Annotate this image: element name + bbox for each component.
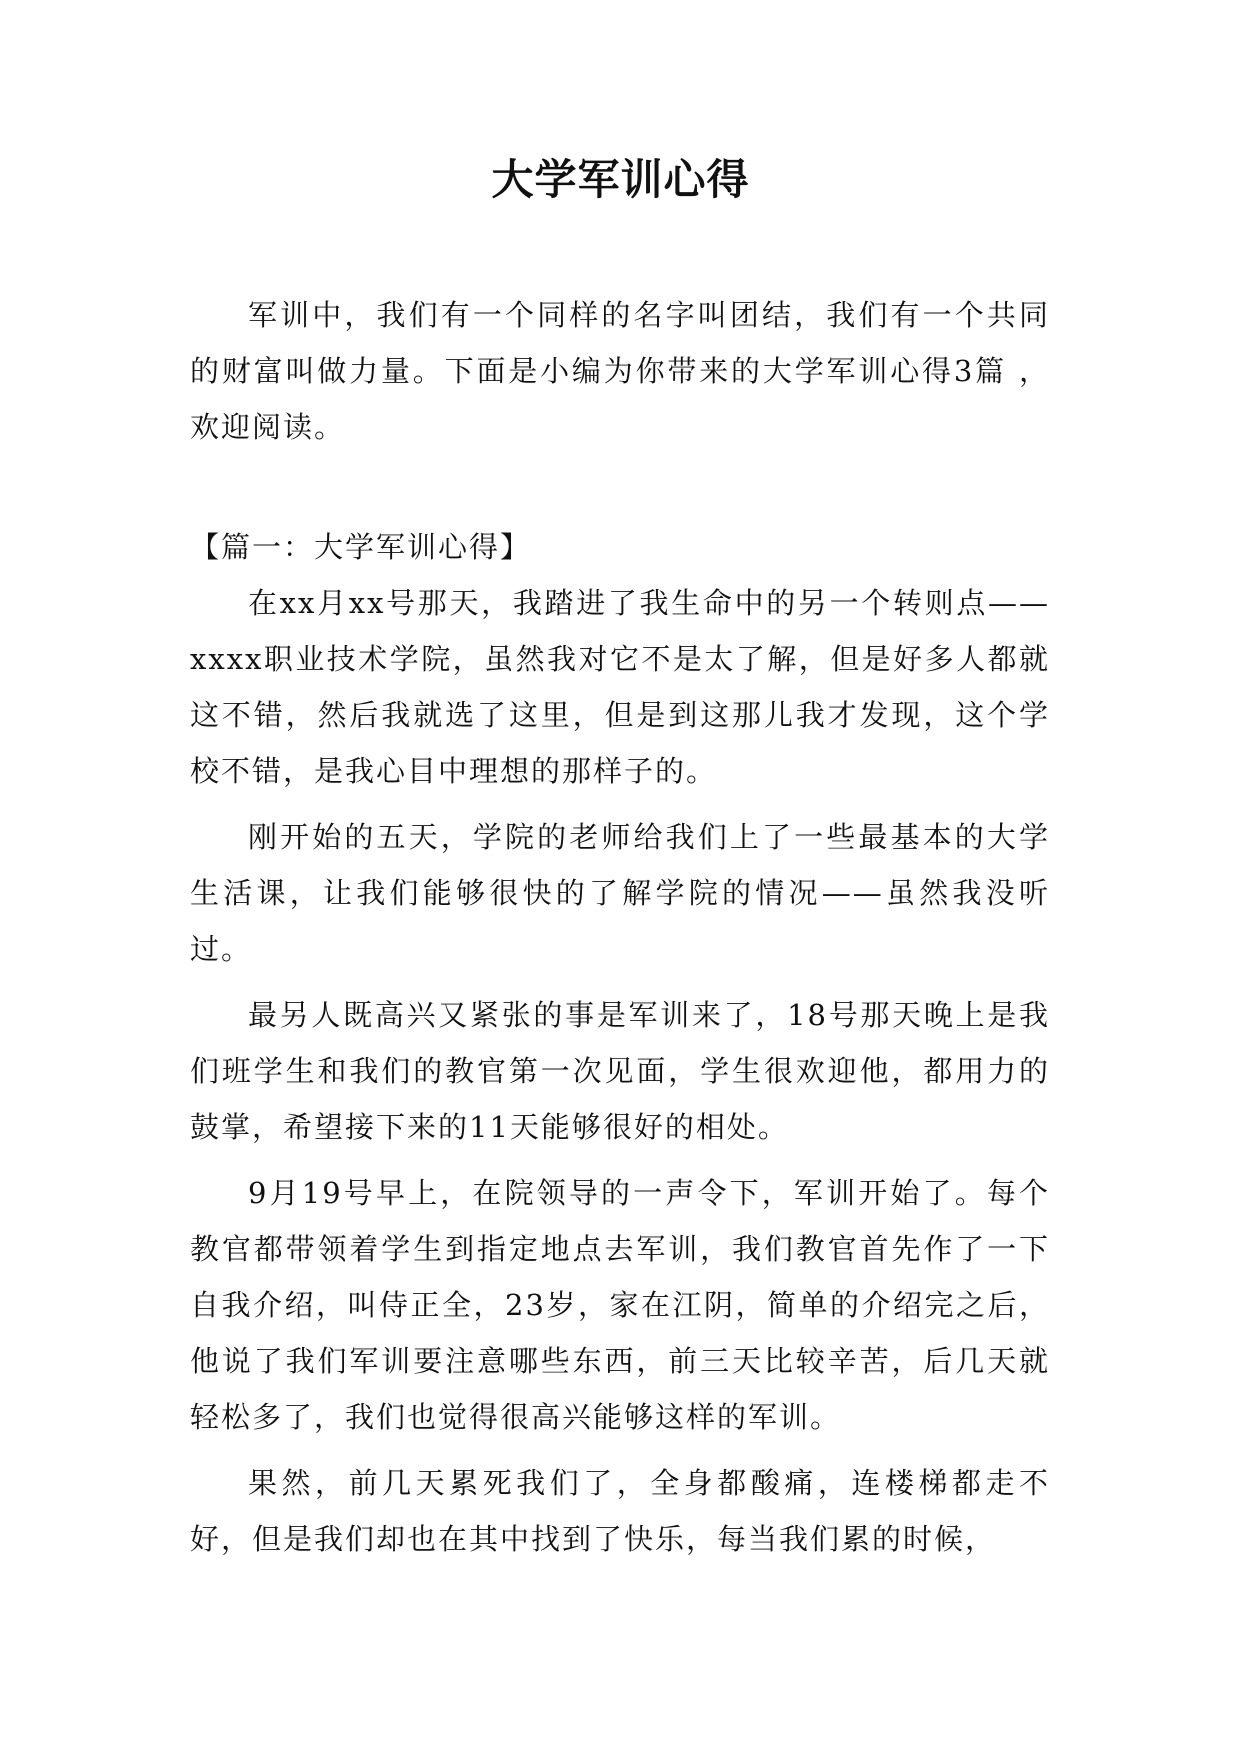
- intro-block: [190, 287, 1050, 455]
- body-paragraph: 9月19号早上，在院领导的一声令下，军训开始了。每个教官都带领着学生到指定地点去军训，我们教官首先作了一下自我介绍，叫侍正全，23岁，家在江阴，简单的介绍完之后，他说了我们军训要注意哪些东西，前三天比较辛苦，后几天就轻松多了，我们也觉得很高兴能够这样的军训。: [190, 1176, 1050, 1434]
- intro-paragraph: 军训中，我们有一个同样的名字叫团结，我们有一个共同的财富叫做力量。下面是小编为你带来的大学军训心得3篇 ，欢迎阅读。: [190, 298, 1050, 444]
- document-title: 大学军训心得: [491, 155, 750, 204]
- section-heading: 【篇一：大学军训心得】: [190, 530, 532, 564]
- body-paragraph: 刚开始的五天，学院的老师给我们上了一些最基本的大学生活课，让我们能够很快的了解学院的情况——虽然我没听过。: [190, 820, 1050, 966]
- body-paragraph: 在xx月xx号那天，我踏进了我生命中的另一个转则点——xxxx职业技术学院，虽然我对它不是太了解，但是好多人都就这不错，然后我就选了这里，但是到这那儿我才发现，这个学校不错，是我心目中理想的那样子的。: [190, 586, 1050, 788]
- section-one: [190, 519, 1050, 1577]
- body-paragraph: 果然，前几天累死我们了，全身都酸痛，连楼梯都走不好，但是我们却也在其中找到了快乐，每当我们累的时候，: [190, 1466, 1050, 1556]
- body-paragraph: 最另人既高兴又紧张的事是军训来了，18号那天晚上是我们班学生和我们的教官第一次见面，学生很欢迎他，都用力的鼓掌，希望接下来的11天能够很好的相处。: [190, 998, 1050, 1144]
